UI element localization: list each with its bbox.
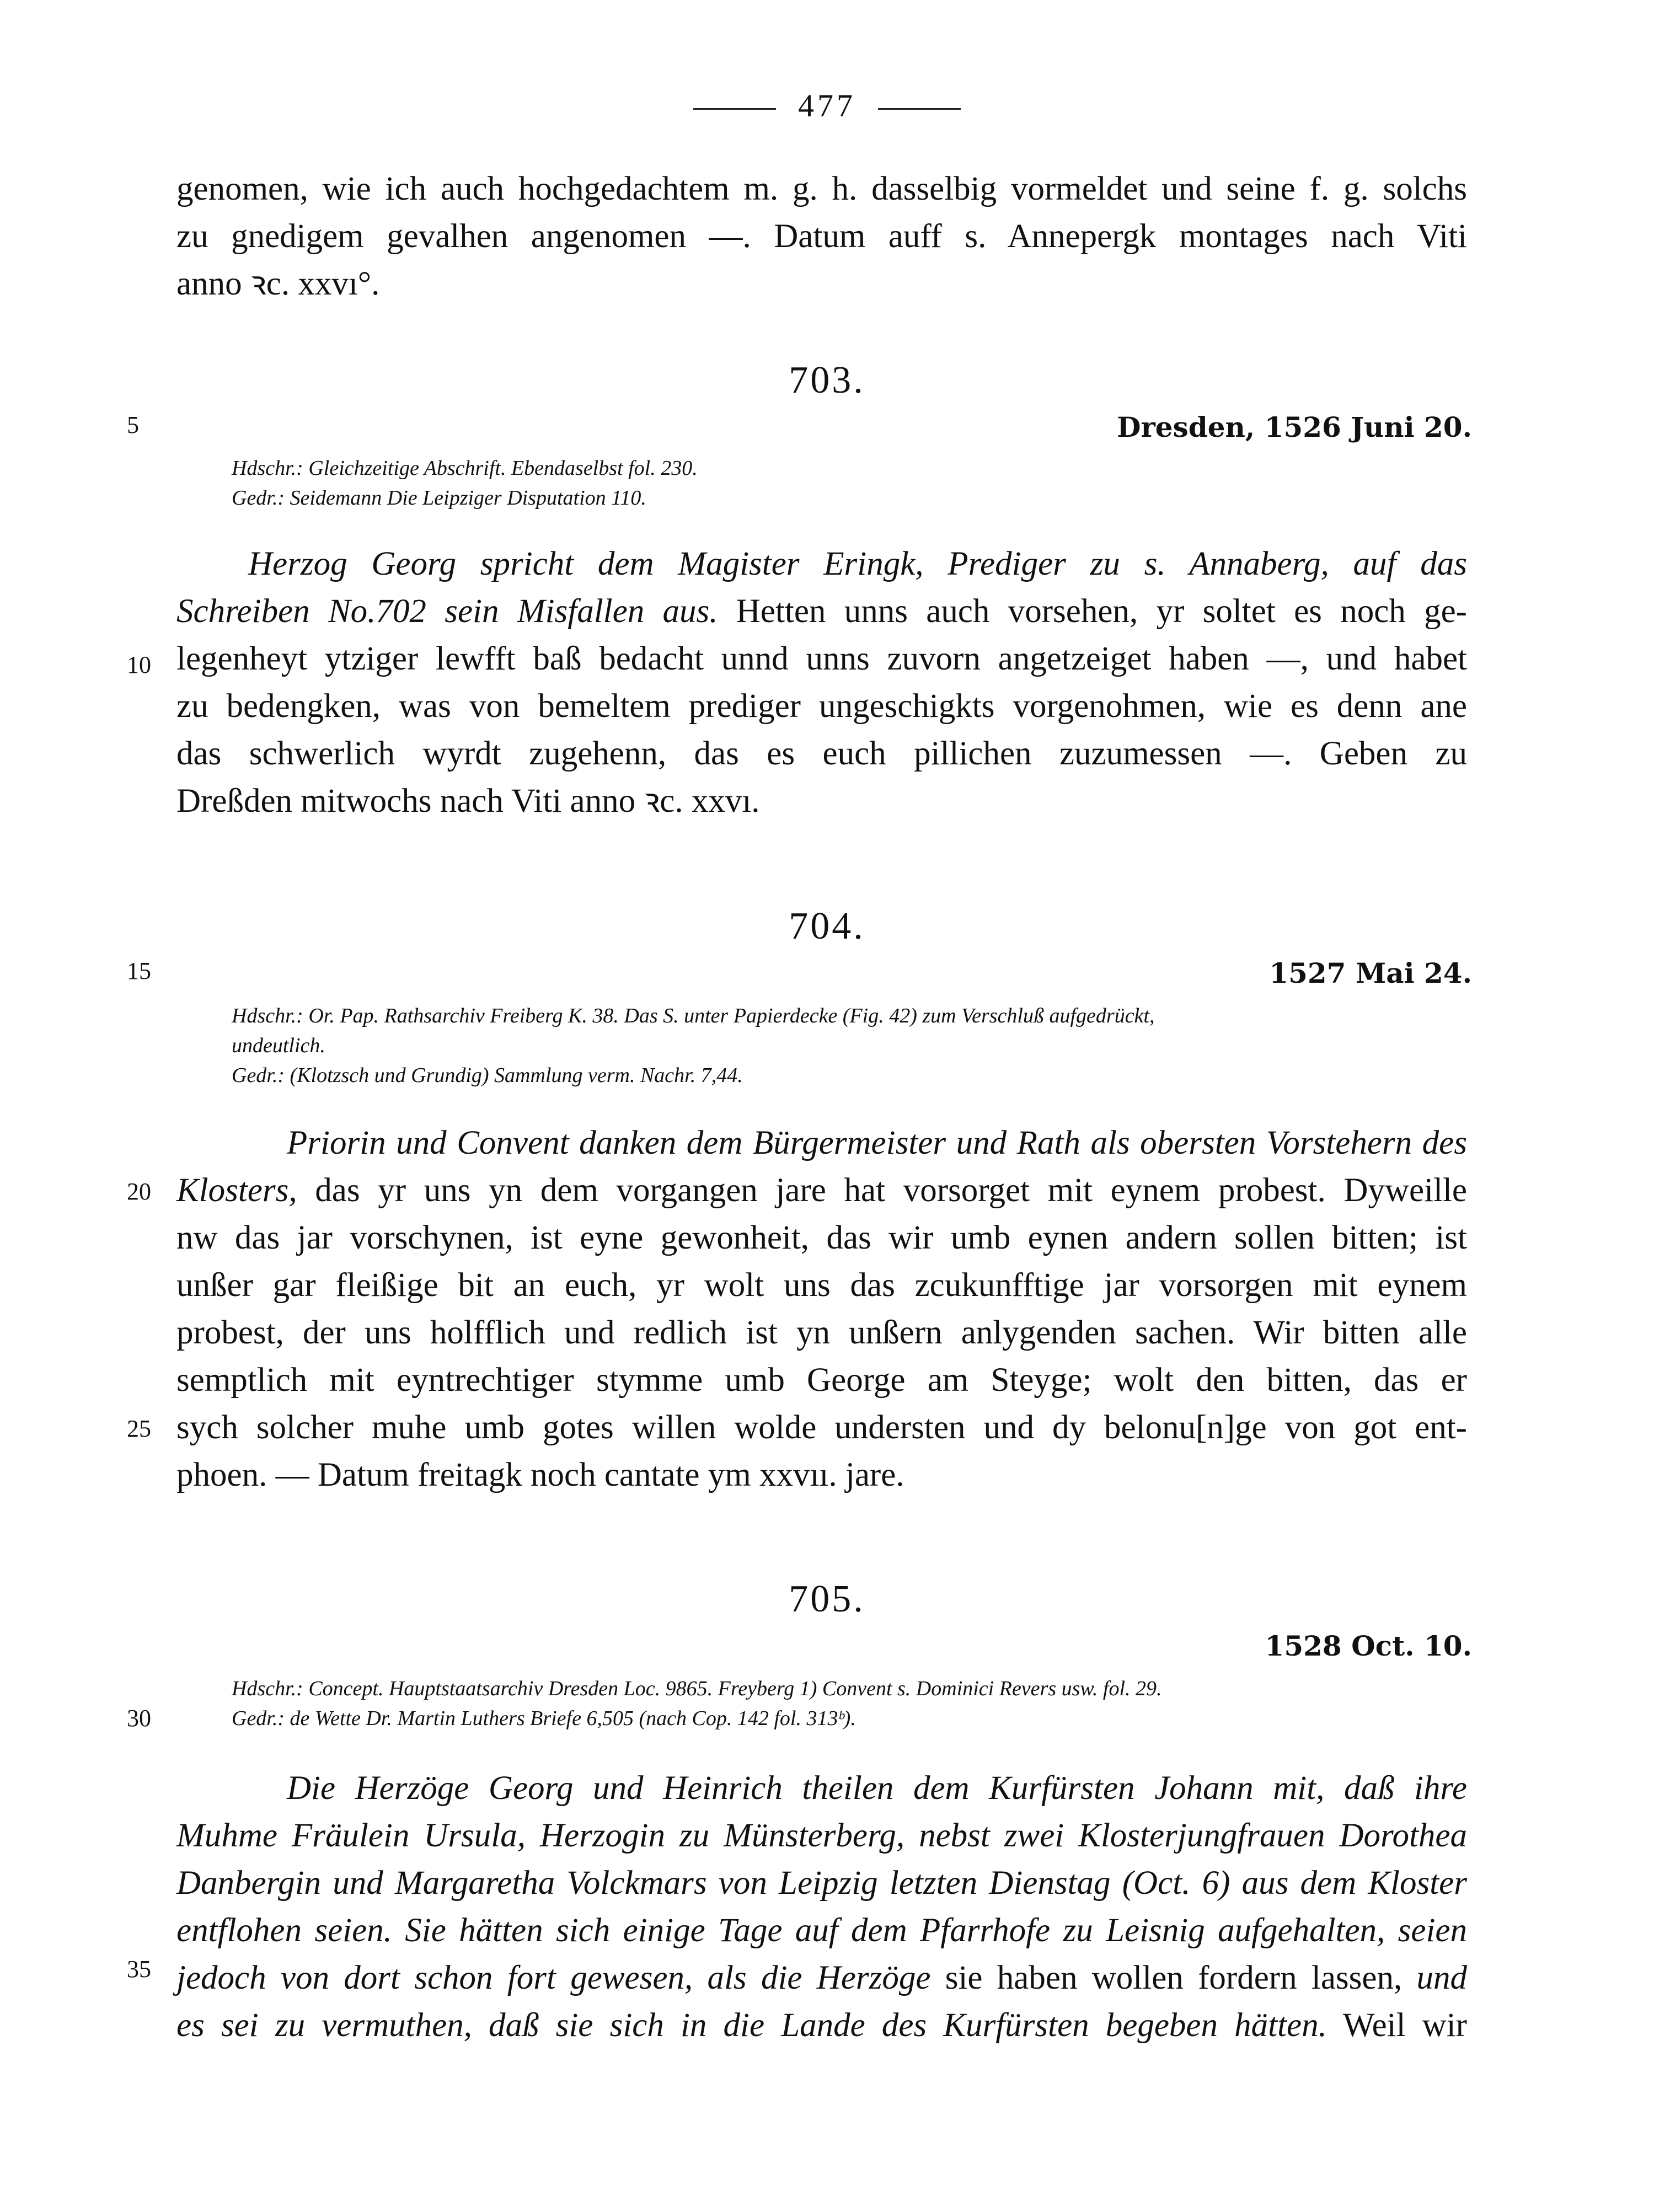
- header-rule-left: [693, 108, 776, 110]
- source-line: Gedr.: (Klotzsch und Grundig) Sammlung verm. Nachr. 7,44.: [232, 1064, 743, 1087]
- text-line: sych solcher muhe umb gotes willen wolde understen und dy belonu[n]ge von got ent-: [176, 1409, 1467, 1446]
- text-line: Danbergin und Margaretha Volckmars von Leipzig letzten Dienstag (Oct. 6) aus dem Kloster: [176, 1865, 1467, 1902]
- text-line: Priorin und Convent danken dem Bürgermeister und Rath als obersten Vorstehern des: [287, 1124, 1467, 1161]
- entry-number-703: 703.: [789, 359, 865, 401]
- text-line: phoen. — Datum freitagk noch cantate ym xxvıı. jare.: [176, 1456, 904, 1493]
- text-line: zu bedengken, was von bemeltem prediger ungeschigkts vorgenohmen, wie es denn ane: [176, 688, 1467, 725]
- text-line: nw das jar vorschynen, ist eyne gewonheit, das wir umb eynen andern sollen bitten; ist: [176, 1219, 1467, 1256]
- text-line: Schreiben No.702 sein Misfallen aus. Hetten unns auch vorsehen, yr soltet es noch ge-: [176, 593, 1467, 630]
- text-line: semptlich mit eyntrechtiger stymme umb George am Steyge; wolt den bitten, das er: [176, 1362, 1467, 1399]
- text-line: Herzog Georg spricht dem Magister Eringk, Prediger zu s. Annaberg, auf das: [248, 545, 1467, 582]
- entry-sources-704: [232, 1001, 1154, 1090]
- entry-number-704: 704.: [789, 905, 865, 947]
- margin-line-number: 25: [127, 1415, 151, 1442]
- source-line: Gedr.: de Wette Dr. Martin Luthers Briefe 6,505 (nach Cop. 142 fol. 313ᵇ).: [232, 1707, 856, 1730]
- margin-line-number: 5: [127, 411, 139, 438]
- margin-line-number: 15: [127, 957, 151, 984]
- margin-line-number: 10: [127, 651, 151, 678]
- margin-line-number: 35: [127, 1956, 151, 1983]
- margin-line-number: 20: [127, 1178, 151, 1205]
- text-line: es sei zu vermuthen, daß sie sich in die Lande des Kurfürsten begeben hätten. Weil wir: [176, 2007, 1467, 2044]
- entry-number-705: 705.: [789, 1578, 865, 1620]
- entry-text-703: [176, 540, 1467, 825]
- text-line: zu gnedigem gevalhen angenomen —. Datum auff s. Annepergk montages nach Viti: [176, 218, 1467, 255]
- entry-date-703: Dresden, 1526 Juni 20.: [1117, 411, 1472, 443]
- entry-text-705: [176, 1765, 1467, 2049]
- text-line: anno ꝛc. xxvı°.: [176, 265, 380, 302]
- text-line: entflohen seien. Sie hätten sich einige Tage auf dem Pfarrhofe zu Leisnig aufgehalten, seien: [176, 1912, 1467, 1949]
- source-line: undeutlich.: [232, 1034, 325, 1057]
- source-line: Hdschr.: Concept. Hauptstaatsarchiv Dresden Loc. 9865. Freyberg 1) Convent s. Dominici Revers usw. fol. 29.: [232, 1677, 1162, 1700]
- text-line: jedoch von dort schon fort gewesen, als die Herzöge sie haben wollen fordern lassen, und: [176, 1959, 1467, 1996]
- text-line: genomen, wie ich auch hochgedachtem m. g. h. dasselbig vormeldet und seine f. g. solchs: [176, 170, 1467, 207]
- page-header: [0, 87, 1654, 124]
- margin-line-number: 30: [127, 1705, 151, 1732]
- entry-text-704: [176, 1120, 1467, 1499]
- text-line: Muhme Fräulein Ursula, Herzogin zu Münsterberg, nebst zwei Klosterjungfrauen Dorothea: [176, 1817, 1467, 1854]
- text-line: das schwerlich wyrdt zugehenn, das es euch pillichen zuzumessen —. Geben zu: [176, 735, 1467, 772]
- text-line: unßer gar fleißige bit an euch, yr wolt uns das zcukunfftige jar vorsorgen mit eynem: [176, 1267, 1467, 1304]
- text-line: legenheyt ytziger lewfft baß bedacht unnd unns zuvorn angetzeiget haben —, und habet: [176, 640, 1467, 677]
- source-line: Hdschr.: Gleichzeitige Abschrift. Ebendaselbst fol. 230.: [232, 457, 698, 480]
- entry-date-705: 1528 Oct. 10.: [1265, 1630, 1472, 1662]
- entry-date-704: 1527 Mai 24.: [1269, 957, 1472, 989]
- text-line: probest, der uns holfflich und redlich ist yn unßern anlygenden sachen. Wir bitten alle: [176, 1314, 1467, 1351]
- source-line: Gedr.: Seidemann Die Leipziger Disputation 110.: [232, 486, 646, 510]
- entry-sources-705: [232, 1674, 1162, 1733]
- entry-sources-703: [232, 453, 698, 513]
- page-number: 477: [798, 88, 856, 124]
- header-rule-right: [878, 108, 961, 110]
- text-line: Klosters, das yr uns yn dem vorgangen jare hat vorsorget mit eynem probest. Dyweille: [176, 1172, 1467, 1209]
- source-line: Hdschr.: Or. Pap. Rathsarchiv Freiberg K. 38. Das S. unter Papierdecke (Fig. 42) zum Verschluß aufgedrückt,: [232, 1004, 1155, 1027]
- intro-paragraph: [176, 165, 1467, 308]
- text-line: Dreßden mitwochs nach Viti anno ꝛc. xxvı.: [176, 783, 760, 820]
- text-line: Die Herzöge Georg und Heinrich theilen dem Kurfürsten Johann mit, daß ihre: [287, 1770, 1467, 1807]
